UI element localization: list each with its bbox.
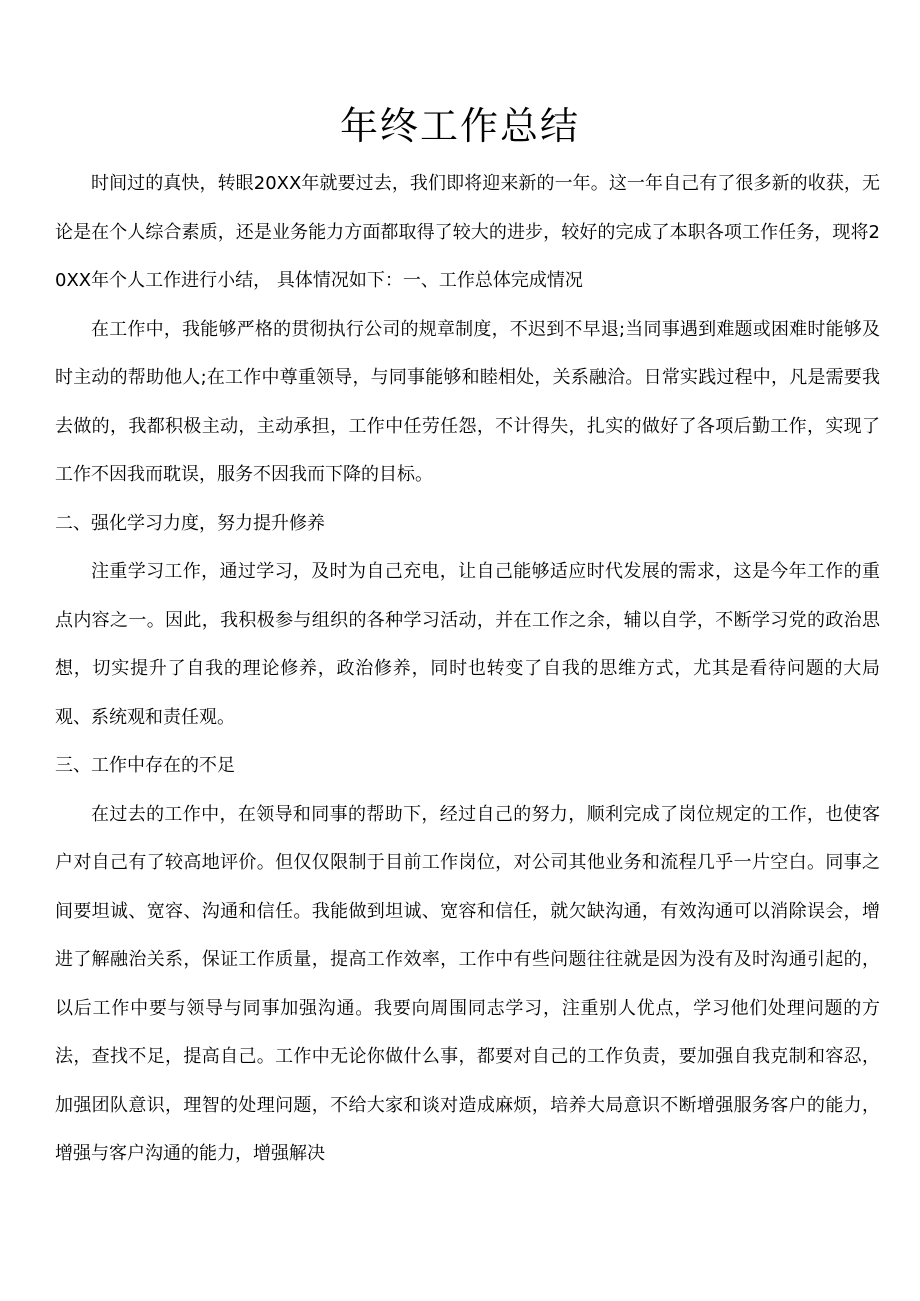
section-heading-shortcomings: 三、工作中存在的不足 [55, 755, 235, 776]
intro-paragraph: 时间过的真快，转眼20XX年就要过去，我们即将迎来新的一年。这一年自己有了很多新的收获，无论是在个人综合素质，还是业务能力方面都取得了较大的进步，较好的完成了本职各项工作任务，现将20XX年个人工作进行小结， 具体情况如下：一、工作总体完成情况 [55, 173, 880, 291]
shortcomings-paragraph: 在过去的工作中，在领导和同事的帮助下，经过自己的努力，顺利完成了岗位规定的工作，也使客户对自己有了较高地评价。但仅仅限制于目前工作岗位，对公司其他业务和流程几乎一片空白。同事之间要坦诚、宽容、沟通和信任。我能做到坦诚、宽容和信任，就欠缺沟通，有效沟通可以消除误会，增进了解融治关系，保证工作质量，提高工作效率，工作中有些问题往往就是因为没有及时沟通引起的，以后工作中要与领导与同事加强沟通。我要向周围同志学习，注重别人优点，学习他们处理问题的方法，查找不足，提高自己。工作中无论你做什么事，都要对自己的工作负责，要加强自我克制和容忍，加强团队意识，理智的处理问题，不给大家和谈对造成麻烦，培养大局意识不断增强服务客户的能力，增强与客户沟通的能力，增强解决 [55, 803, 880, 1164]
document-title: 年终工作总结 [339, 104, 580, 148]
study-paragraph: 注重学习工作，通过学习，及时为自己充电，让自己能够适应时代发展的需求，这是今年工作的重点内容之一。因此，我积极参与组织的各种学习活动，并在工作之余，辅以自学，不断学习党的政治思想，切实提升了自我的理论修养，政治修养，同时也转变了自我的思维方式，尤其是看待问题的大局观、系统观和责任观。 [55, 561, 880, 728]
work-conduct-paragraph: 在工作中，我能够严格的贯彻执行公司的规章制度，不迟到不早退;当同事遇到难题或困难时能够及时主动的帮助他人;在工作中尊重领导，与同事能够和睦相处，关系融洽。日常实践过程中，凡是需要我去做的，我都积极主动，主动承担，工作中任劳任怨，不计得失，扎实的做好了各项后勤工作，实现了工作不因我而耽误，服务不因我而下降的目标。 [55, 318, 880, 485]
document-body [55, 160, 880, 1179]
section-heading-study: 二、强化学习力度，努力提升修养 [55, 512, 325, 534]
